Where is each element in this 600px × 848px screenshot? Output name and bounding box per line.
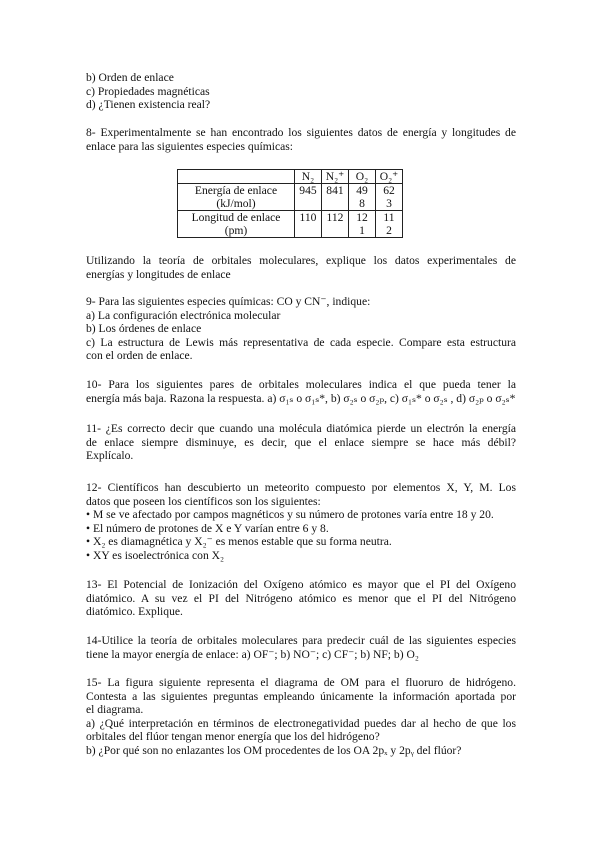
q10-line: 10- Para los siguientes pares de orbitales moleculares indica el que pueda tener la <box>86 378 516 391</box>
q9-line: a) La configuración electrónica molecular <box>86 308 281 322</box>
q13-line: diatómico. Explique. <box>86 605 183 619</box>
q9-line: c) La estructura de Lewis más representativa de cada especie. Compare esta estructura <box>86 335 516 349</box>
q8-after-line: energías y longitudes de enlace <box>86 267 231 281</box>
label-line: (pm) <box>224 224 248 237</box>
cell-text: 841 <box>326 184 344 197</box>
q10-line: energía más baja. Razona la respuesta. a) σ₁ₛ o σ₁ₛ*, b) σ₂ₛ o σ₂ₚ, c) σ₁ₛ* o σ₂ₛ , d) σ₂ₚ o σ₂ₛ* <box>86 391 516 405</box>
q13-line: 13- El Potencial de Ionización del Oxígeno atómico es mayor que el PI del Oxígeno <box>86 578 516 591</box>
label-line: (kJ/mol) <box>216 197 256 210</box>
q8-after-line: Utilizando la teoría de orbitales moleculares, explique los datos experimentales de <box>86 254 516 267</box>
q9-line: b) Los órdenes de enlace <box>86 322 202 336</box>
q8-line: 8- Experimentalmente se han encontrado los siguientes datos de energía y longitudes de <box>86 126 516 139</box>
q13-line: diatómico. A su vez el PI del Nitrógeno atómico es menor que el PI del Nitrógeno <box>86 591 516 605</box>
table-row <box>178 184 403 211</box>
q12-line: datos que poseen los científicos son los siguientes: <box>86 494 321 508</box>
question-15 <box>86 676 516 758</box>
cell-text: 62 <box>383 184 395 197</box>
q9-line: 9- Para las siguientes especies químicas: CO y CN⁻, indique: <box>86 295 371 308</box>
question-10 <box>86 378 516 405</box>
q12-bullet: • X₂ es diamagnética y X₂⁻ es menos estable que su forma neutra. <box>86 535 392 549</box>
q9-line: con el orden de enlace. <box>86 349 193 363</box>
q15-line: a) ¿Qué interpretación en términos de electronegatividad puedes dar al hecho de que los <box>86 716 516 730</box>
question-12 <box>86 481 516 563</box>
q12-bullet: • El número de protones de X e Y varían entre 6 y 8. <box>86 521 329 535</box>
item-c: c) Propiedades magnéticas <box>86 84 210 98</box>
cell-text: 12 <box>356 211 368 224</box>
q12-bullet: • M se ve afectado por campos magnéticos y su número de protones varía entre 18 y 20. <box>86 508 494 522</box>
cell-text: 8 <box>359 197 365 210</box>
question-11 <box>86 422 516 463</box>
cell-text: 112 <box>326 211 344 224</box>
cell <box>322 184 349 211</box>
q15-line: Contesta a las siguientes preguntas empleando únicamente la información aportada por <box>86 689 516 703</box>
q11-line: 11- ¿Es correcto decir que cuando una molécula diatómica pierde un electrón la energía <box>86 422 516 435</box>
cell <box>349 184 376 211</box>
header-n2-plus: N₂⁺ <box>322 170 349 184</box>
question-8 <box>86 126 516 153</box>
cell-text: 945 <box>299 184 317 197</box>
row-label-energy <box>178 184 295 211</box>
table-header-row <box>178 170 403 184</box>
cell <box>295 184 322 211</box>
q15-line: b) ¿Por qué son no enlazantes los OM procedentes de los OA 2pₓ y 2pᵧ del flúor? <box>86 743 462 757</box>
cell <box>295 211 322 238</box>
table-corner-cell <box>178 170 295 184</box>
question-8-followup <box>86 254 516 281</box>
q12-bullet: • XY es isoelectrónica con X₂ <box>86 548 225 562</box>
cell <box>322 211 349 238</box>
header-o2-plus: O₂⁺ <box>376 170 403 184</box>
label-line: Longitud de enlace <box>191 211 281 224</box>
q8-line: enlace para las siguientes especies químicas: <box>86 139 293 153</box>
cell <box>376 184 403 211</box>
q11-line: de enlace siempre disminuye, es decir, que el enlace siempre se hace más débil? <box>86 435 516 449</box>
q14-line: tiene la mayor energía de enlace: a) OF⁻; b) NO⁻; c) CF⁻; b) NF; b) O₂ <box>86 647 419 661</box>
q14-line: 14-Utilice la teoría de orbitales moleculares para predecir cuál de las siguientes especies <box>86 634 516 647</box>
q15-line: 15- La figura siguiente representa el diagrama de OM para el fluoruro de hidrógeno. <box>86 676 516 689</box>
cell <box>349 211 376 238</box>
question-9 <box>86 295 516 363</box>
cell-text: 3 <box>386 197 392 210</box>
row-label-length <box>178 211 295 238</box>
q15-line: el diagrama. <box>86 703 144 717</box>
label-line: Energía de enlace <box>194 184 278 197</box>
cell-text: 1 <box>359 224 365 237</box>
question-13 <box>86 578 516 619</box>
item-b: b) Orden de enlace <box>86 71 174 84</box>
header-n2: N₂ <box>295 170 322 184</box>
cell-text: 11 <box>383 211 395 224</box>
question-14 <box>86 634 516 661</box>
intro-items <box>86 71 516 112</box>
cell-text: 110 <box>299 211 317 224</box>
table-row <box>178 211 403 238</box>
header-o2: O₂ <box>349 170 376 184</box>
q11-line: Explícalo. <box>86 449 134 463</box>
item-d: d) ¿Tienen existencia real? <box>86 98 211 112</box>
q15-line: orbitales del flúor tengan menor energía que los del hidrógeno? <box>86 730 380 744</box>
bond-data-table <box>177 169 403 238</box>
cell <box>376 211 403 238</box>
cell-text: 2 <box>386 224 392 237</box>
q12-line: 12- Científicos han descubierto un meteorito compuesto por elementos X, Y, M. Los <box>86 481 516 494</box>
cell-text: 49 <box>356 184 368 197</box>
